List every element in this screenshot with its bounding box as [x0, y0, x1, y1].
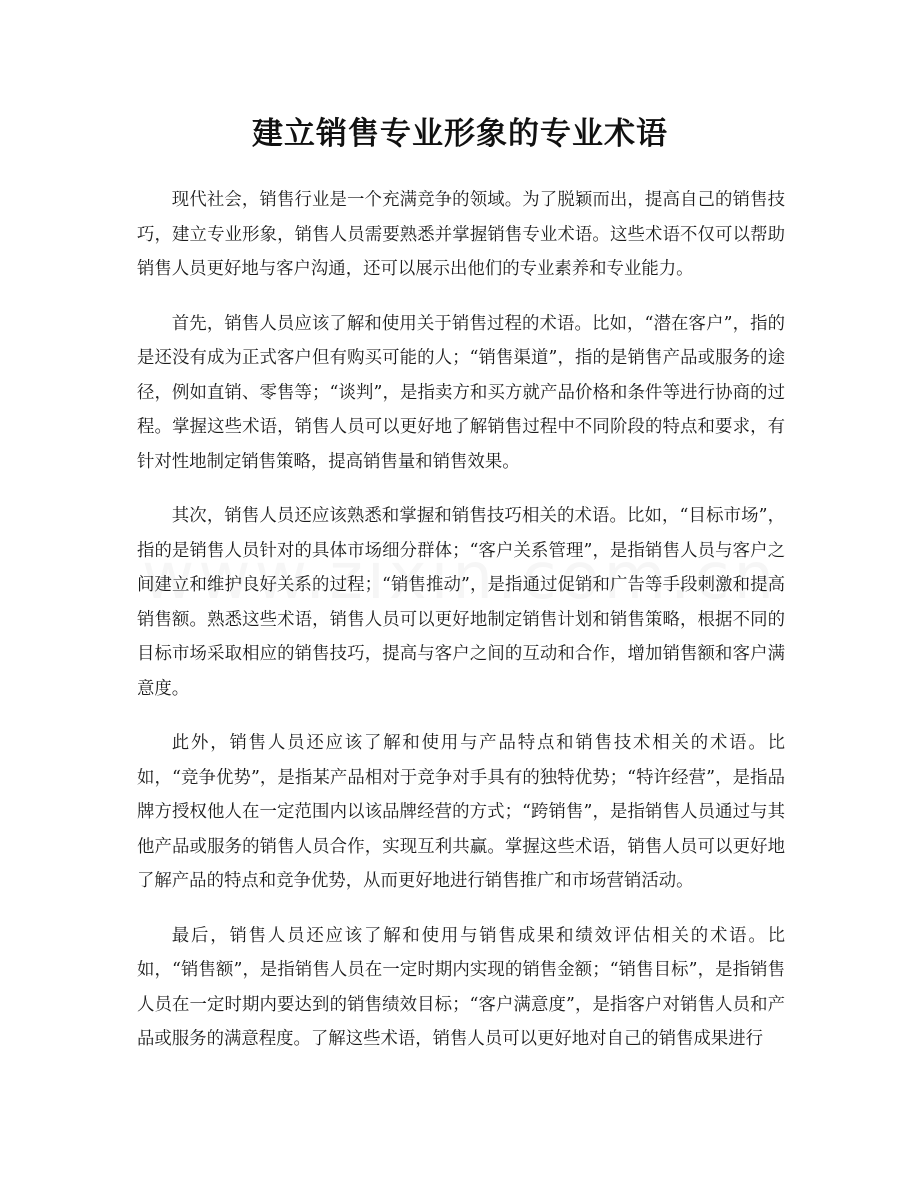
paragraph: 此外，销售人员还应该了解和使用与产品特点和销售技术相关的术语。比如，“竞争优势”，是指某产品相对于竞争对手具有的独特优势；“特许经营”，是指品牌方授权他人在一定范围内以该品牌经营的方式；“跨销售”，是指销售人员通过与其他产品或服务的销售人员合作，实现互利共赢。掌握这些术语，销售人员可以更好地了解产品的特点和竞争优势，从而更好地进行销售推广和市场营销活动。 — [137, 733, 785, 891]
document-body — [137, 183, 785, 1077]
document-title: 建立销售专业形象的专业术语 — [252, 116, 668, 152]
paragraph: 最后，销售人员还应该了解和使用与销售成果和绩效评估相关的术语。比如，“销售额”，是指销售人员在一定时期内实现的销售金额；“销售目标”，是指销售人员在一定时期内要达到的销售绩效目标；“客户满意度”，是指客户对销售人员和产品或服务的满意程度。了解这些术语，销售人员可以更好地对自己的销售成果进行 — [137, 925, 785, 1049]
paragraph: 现代社会，销售行业是一个充满竞争的领域。为了脱颖而出，提高自己的销售技巧，建立专业形象，销售人员需要熟悉并掌握销售专业术语。这些术语不仅可以帮助销售人员更好地与客户沟通，还可以展示出他们的专业素养和专业能力。 — [137, 190, 785, 279]
paragraph: 其次，销售人员还应该熟悉和掌握和销售技巧相关的术语。比如，“目标市场”，指的是销售人员针对的具体市场细分群体；“客户关系管理”，是指销售人员与客户之间建立和维护良好关系的过程；“销售推动”，是指通过促销和广告等手段刺激和提高销售额。熟悉这些术语，销售人员可以更好地制定销售计划和销售策略，根据不同的目标市场采取相应的销售技巧，提高与客户之间的互动和合作，增加销售额和客户满意度。 — [137, 506, 785, 699]
paragraph: 首先，销售人员应该了解和使用关于销售过程的术语。比如，“潜在客户”，指的是还没有成为正式客户但有购买可能的人；“销售渠道”，指的是销售产品或服务的途径，例如直销、零售等；“谈判”，是指卖方和买方就产品价格和条件等进行协商的过程。掌握这些术语，销售人员可以更好地了解销售过程中不同阶段的特点和要求，有针对性地制定销售策略，提高销售量和销售效果。 — [137, 313, 785, 472]
